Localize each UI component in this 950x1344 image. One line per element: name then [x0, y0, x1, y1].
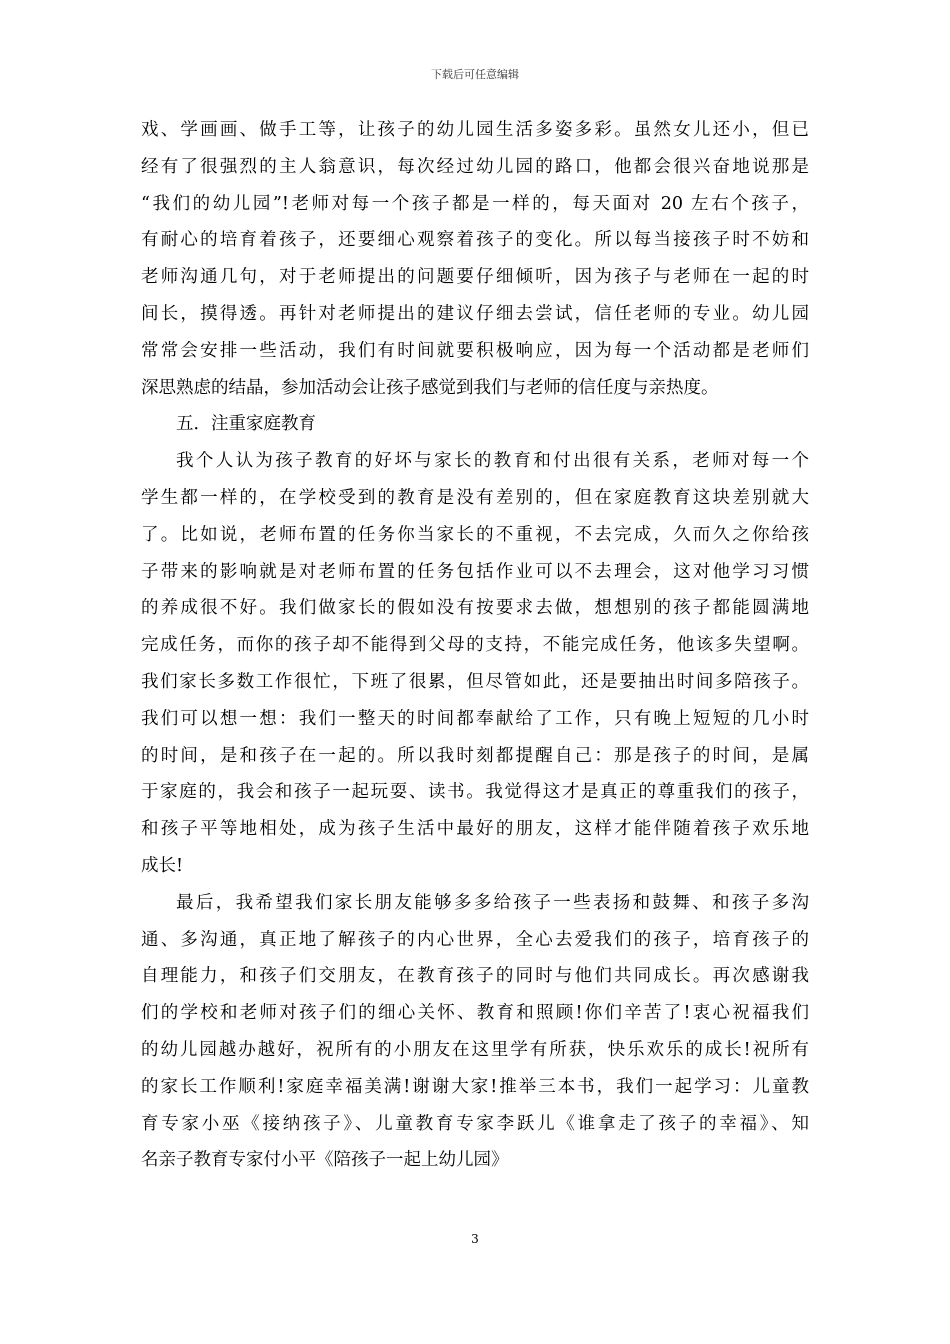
body-line: 于家庭的，我会和孩子一起玩耍、读书。我觉得这才是真正的尊重我们的孩子，	[141, 782, 809, 803]
body-line: 深思熟虑的结晶，参加活动会让孩子感觉到我们与老师的信任度与亲热度。	[141, 377, 719, 398]
body-line: 子带来的影响就是对老师布置的任务包括作业可以不去理会，这对他学习习惯	[141, 561, 809, 582]
body-line: 了。比如说，老师布置的任务你当家长的不重视，不去完成，久而久之你给孩	[141, 524, 809, 545]
body-line: 的养成很不好。我们做家长的假如没有按要求去做，想想别的孩子都能圆满地	[141, 598, 809, 619]
page-number: 3	[471, 1232, 479, 1246]
body-line: 自理能力，和孩子们交朋友，在教育孩子的同时与他们共同成长。再次感谢我	[141, 966, 809, 987]
body-line: 经有了很强烈的主人翁意识，每次经过幼儿园的路口，他都会很兴奋地说那是	[141, 156, 809, 177]
body-line: 学生都一样的，在学校受到的教育是没有差别的，但在家庭教育这块差别就大	[141, 487, 809, 508]
body-line: 育专家小巫《接纳孩子》、儿童教育专家李跃儿《谁拿走了孩子的幸福》、知	[141, 1113, 809, 1134]
body-line: 我们家长多数工作很忙，下班了很累，但尽管如此，还是要抽出时间多陪孩子。	[141, 671, 809, 692]
body-line: 通、多沟通，真正地了解孩子的内心世界，全心去爱我们的孩子，培育孩子的	[141, 929, 809, 950]
body-line: 的幼儿园越办越好，祝所有的小朋友在这里学有所获，快乐欢乐的成长!祝所有	[141, 1039, 809, 1060]
page-header: 下载后可任意编辑	[431, 68, 519, 81]
body-line: 完成任务，而你的孩子却不能得到父母的支持，不能完成任务，他该多失望啊。	[141, 635, 809, 656]
document-body	[141, 112, 809, 1179]
body-line: “我们的幼儿园”!老师对每一个孩子都是一样的，每天面对 20 左右个孩子，	[141, 193, 809, 214]
body-line: 的家长工作顺利!家庭幸福美满!谢谢大家!推举三本书，我们一起学习：儿童教	[141, 1076, 809, 1097]
body-line: 我个人认为孩子教育的好坏与家长的教育和付出很有关系，老师对每一个	[176, 451, 809, 472]
body-line: 最后，我希望我们家长朋友能够多多给孩子一些表扬和鼓舞、和孩子多沟	[176, 892, 809, 913]
body-line: 成长!	[141, 855, 184, 876]
body-line: 我们可以想一想：我们一整天的时间都奉献给了工作，只有晚上短短的几小时	[141, 708, 809, 729]
body-line: 常常会安排一些活动，我们有时间就要积极响应，因为每一个活动都是老师们	[141, 340, 809, 361]
body-line: 有耐心的培育着孩子，还要细心观察着孩子的变化。所以每当接孩子时不妨和	[141, 230, 809, 251]
section-heading: 五．注重家庭教育	[176, 414, 316, 435]
body-line: 间长，摸得透。再针对老师提出的建议仔细去尝试，信任老师的专业。幼儿园	[141, 303, 809, 324]
body-line: 老师沟通几句，对于老师提出的问题要仔细倾听，因为孩子与老师在一起的时	[141, 267, 809, 288]
body-line: 的时间，是和孩子在一起的。所以我时刻都提醒自己：那是孩子的时间，是属	[141, 745, 809, 766]
body-line: 戏、学画画、做手工等，让孩子的幼儿园生活多姿多彩。虽然女儿还小，但已	[141, 120, 809, 140]
body-line: 和孩子平等地相处，成为孩子生活中最好的朋友，这样才能伴随着孩子欢乐地	[141, 819, 809, 840]
body-line: 们的学校和老师对孩子们的细心关怀、教育和照顾!你们辛苦了!衷心祝福我们	[141, 1003, 809, 1024]
body-line: 名亲子教育专家付小平《陪孩子一起上幼儿园》	[141, 1150, 509, 1171]
